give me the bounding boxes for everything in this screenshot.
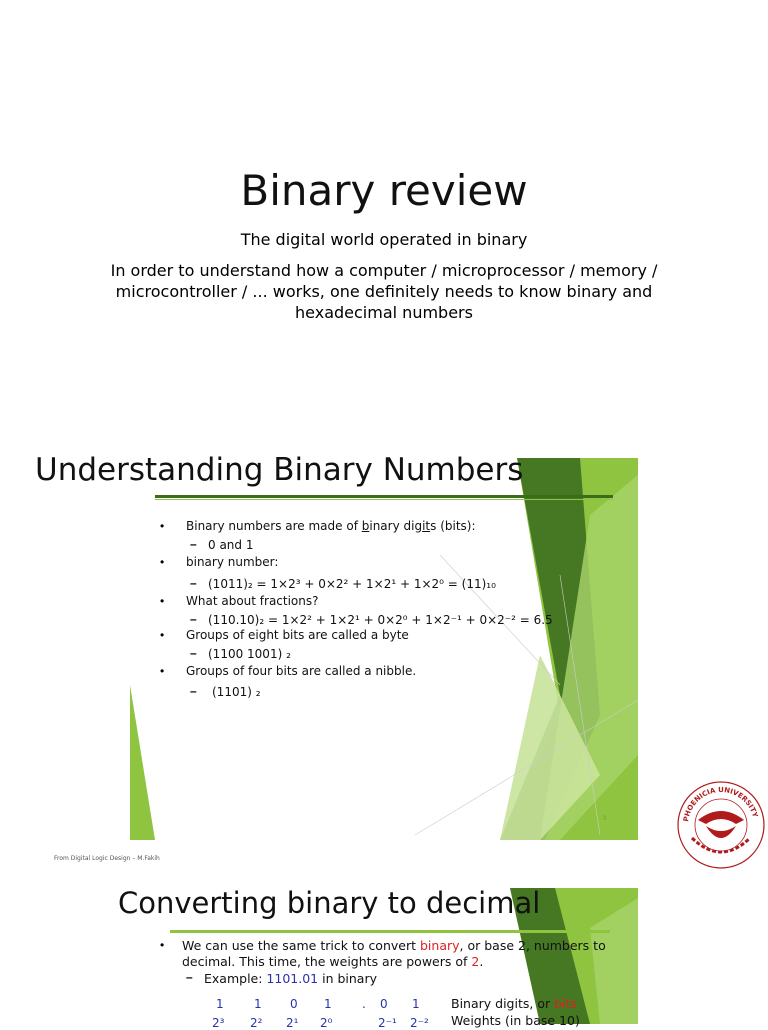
slide1-subtitle: The digital world operated in binary [240, 230, 528, 249]
binary-digit: 1 [412, 997, 420, 1011]
slide2-bullet-2: binary number: [186, 555, 279, 569]
weight: 2⁻¹ [378, 1016, 397, 1030]
slide3-title: Converting binary to decimal [118, 886, 541, 920]
slide2-title: Understanding Binary Numbers [35, 452, 524, 488]
binary-digit: 1 [324, 997, 332, 1011]
dash: – [190, 684, 197, 698]
dash: – [186, 970, 193, 984]
slide2-title-rule-light [155, 499, 613, 500]
weights-label: Weights (in base 10) [451, 1013, 580, 1028]
slide2-sub-1: 0 and 1 [208, 538, 254, 552]
slide2-bullet-3: What about fractions? [186, 594, 319, 608]
bullet: • [160, 938, 165, 952]
slide2-title-rule [155, 495, 613, 498]
binary-digit: 1 [254, 997, 262, 1011]
slide3-example: Example: 1101.01 in binary [204, 971, 377, 986]
slide2-sub-3: (110.10)₂ = 1×2² + 1×2¹ + 0×2⁰ + 1×2⁻¹ + 0×2⁻² = 6.5 [208, 613, 553, 627]
dash: – [190, 537, 197, 551]
slide2-sub-5: (1101) ₂ [212, 685, 261, 699]
slide2-sub-2: (1011)₂ = 1×2³ + 0×2² + 1×2¹ + 1×2⁰ = (11)₁₀ [208, 577, 496, 591]
dash: – [190, 646, 197, 660]
svg-text:PU: PU [712, 819, 730, 832]
university-logo-icon [676, 780, 766, 870]
slide1-paragraph: In order to understand how a computer / microprocessor / memory / microcontroller / ... works, one definitely needs to know binary and hexadecimal numbers [110, 261, 658, 322]
weight: 2⁰ [320, 1016, 333, 1030]
binary-digit: 0 [290, 997, 298, 1011]
binary-point: . [362, 997, 366, 1011]
slide3-title-rule [170, 930, 610, 933]
slide2-footer: From Digital Logic Design – M.Fakih [54, 855, 160, 862]
digits-label: Binary digits, or bits [451, 996, 577, 1011]
slide3-bullet-1-line2: decimal. This time, the weights are powers of 2. [182, 954, 484, 969]
bullet: • [160, 519, 165, 533]
dash: – [190, 576, 197, 590]
bullet: • [160, 555, 165, 569]
slide2-sub-4: (1100 1001) ₂ [208, 647, 291, 661]
bullet: • [160, 628, 165, 642]
slide1-title: Binary review [240, 166, 528, 215]
svg-text:PHOENICIA UNIVERSITY: PHOENICIA UNIVERSITY [682, 785, 760, 823]
slide3-bullet-1: We can use the same trick to convert binary, or base 2, numbers to [182, 938, 606, 953]
weight: 2⁻² [410, 1016, 429, 1030]
slide2-background [0, 455, 640, 840]
weight: 2³ [212, 1016, 225, 1030]
bullet: • [160, 664, 165, 678]
binary-digit: 1 [216, 997, 224, 1011]
dash: – [190, 612, 197, 626]
weight: 2¹ [286, 1016, 299, 1030]
binary-digit: 0 [380, 997, 388, 1011]
weight: 2² [250, 1016, 263, 1030]
slide2-bullet-5: Groups of four bits are called a nibble. [186, 664, 417, 678]
slide2-bullet-1: Binary numbers are made of binary digits (bits): [186, 519, 476, 533]
bullet: • [160, 594, 165, 608]
slide2-bullet-4: Groups of eight bits are called a byte [186, 628, 409, 642]
slide2-page-number: 3 [603, 816, 607, 822]
